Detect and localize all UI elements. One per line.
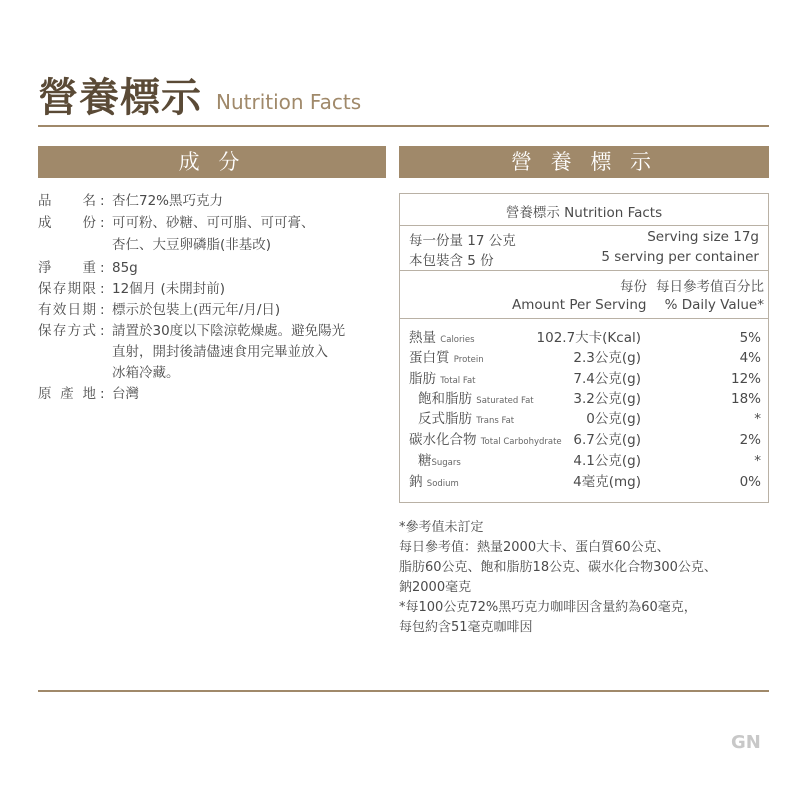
colon: : (100, 215, 105, 231)
ingredient-label: 保存方式 (38, 323, 96, 339)
ingredient-value: 杏仁72%黑巧克力 (112, 193, 224, 209)
ingredient-label: 原 產 地 (38, 386, 96, 402)
nutrient-amount: 2.3公克(g) (573, 350, 641, 366)
ingredient-label: 淨 重 (38, 260, 96, 276)
nutrient-name-en: Protein (453, 355, 484, 365)
per-serving-cn: 每份 (620, 279, 647, 295)
nutrient-daily-value: 18% (730, 391, 761, 407)
page-title: 營養標示 (38, 74, 202, 121)
ingredient-label: 有效日期 (38, 302, 96, 318)
nutrient-name-cn: 蛋白質 (409, 350, 450, 366)
nutrient-row (409, 451, 761, 471)
nutrient-name-cn: 碳水化合物 (409, 432, 477, 448)
ingredient-value: 12個月 (未開封前) (112, 281, 226, 297)
footnote-line: 鈉2000毫克 (399, 580, 472, 595)
nutrient-name-en: Sugars (431, 458, 461, 468)
ingredient-value: 85g (112, 260, 138, 276)
divider (400, 225, 768, 226)
footnote-line: 脂肪60公克、飽和脂肪18公克、碳水化合物300公克、 (399, 560, 717, 575)
daily-value-cn: 每日參考值百分比 (656, 279, 764, 295)
nutrient-name-en: Trans Fat (476, 416, 515, 426)
nutrient-row (409, 409, 761, 429)
nutrient-name-en: Sodium (426, 479, 459, 489)
nutrient-name-en: Saturated Fat (476, 396, 534, 406)
footer-divider (38, 690, 769, 692)
ingredients-list (0, 0, 390, 420)
ingredient-value: 杏仁、大豆卵磷脂(非基改) (112, 237, 272, 253)
colon: : (100, 193, 105, 209)
footnote-line: *每100公克72%黑巧克力咖啡因含量約為60毫克， (399, 600, 697, 615)
nutrient-name-cn: 糖 (418, 453, 432, 469)
colon: : (100, 386, 105, 402)
nutrition-bar: 營 養 標 示 (399, 146, 769, 178)
nutrient-daily-value: 5% (739, 330, 761, 346)
ingredient-value: 可可粉、砂糖、可可脂、可可膏、 (112, 215, 315, 231)
divider (400, 270, 768, 271)
nutrient-amount: 6.7公克(g) (573, 432, 641, 448)
colon: : (100, 281, 105, 297)
page-subtitle: Nutrition Facts (216, 90, 362, 114)
nutrient-row (409, 430, 761, 450)
colon: : (100, 323, 105, 339)
divider (400, 318, 768, 319)
nutrient-name-en: Total Fat (440, 376, 476, 386)
colon: : (100, 302, 105, 318)
nutrition-table (399, 193, 769, 503)
footnote-line: 每包約含51毫克咖啡因 (399, 620, 533, 635)
ingredient-label: 成 份 (38, 215, 96, 231)
nutrient-daily-value: * (754, 411, 761, 427)
nutrient-name-cn: 反式脂肪 (418, 411, 472, 427)
footnote-line: 每日參考值：熱量2000大卡、蛋白質60公克、 (399, 540, 670, 555)
nutrient-amount: 3.2公克(g) (573, 391, 641, 407)
nutrient-row (409, 369, 761, 389)
nutrient-daily-value: 0% (739, 474, 761, 490)
nutrient-daily-value: 12% (730, 371, 761, 387)
nutrient-name-cn: 飽和脂肪 (418, 391, 472, 407)
serving-size-en: Serving size 17g (647, 229, 759, 245)
nutrient-amount: 4.1公克(g) (573, 453, 641, 469)
nutrient-row (409, 472, 761, 492)
container-cn: 本包裝含 5 份 (409, 253, 494, 269)
daily-value-en: % Daily Value* (664, 297, 764, 313)
ingredient-label: 保存期限 (38, 281, 96, 297)
nutrient-name-cn: 鈉 (409, 474, 423, 490)
nutrient-daily-value: 4% (739, 350, 761, 366)
nutrient-row (409, 389, 761, 409)
nutrient-daily-value: * (754, 453, 761, 469)
nutrient-name-cn: 熱量 (409, 330, 436, 346)
ingredient-value: 直射，開封後請儘速食用完畢並放入 (112, 344, 328, 360)
ingredient-value: 台灣 (112, 386, 139, 402)
nutrient-name-en: Total Carbohydrate (480, 437, 562, 447)
container-en: 5 serving per container (601, 249, 759, 265)
ingredient-value: 請置於30度以下陰涼乾燥處。避免陽光 (112, 323, 346, 339)
ingredient-label: 品 名 (38, 193, 96, 209)
nutrient-daily-value: 2% (739, 432, 761, 448)
nutrient-row (409, 328, 761, 348)
nutrient-name-en: Calories (440, 335, 475, 345)
ingredient-value: 標示於包裝上(西元年/月/日) (112, 302, 281, 318)
nutrient-amount: 0公克(g) (586, 411, 641, 427)
footnote-line: *參考值未訂定 (399, 520, 484, 535)
nutrient-amount: 102.7大卡(Kcal) (536, 330, 641, 346)
serving-size-cn: 每一份量 17 公克 (409, 233, 516, 249)
nutrient-row (409, 348, 761, 368)
per-serving-en: Amount Per Serving (512, 297, 647, 313)
ingredients-bar: 成 分 (38, 146, 386, 178)
nutrient-amount: 4毫克(mg) (573, 474, 641, 490)
nutrient-name-cn: 脂肪 (409, 371, 436, 387)
footnotes (399, 518, 779, 638)
table-title: 營養標示 Nutrition Facts (505, 205, 663, 221)
colon: : (100, 260, 105, 276)
watermark: GN (731, 732, 761, 753)
nutrient-amount: 7.4公克(g) (573, 371, 641, 387)
ingredient-value: 冰箱冷藏。 (112, 365, 180, 381)
